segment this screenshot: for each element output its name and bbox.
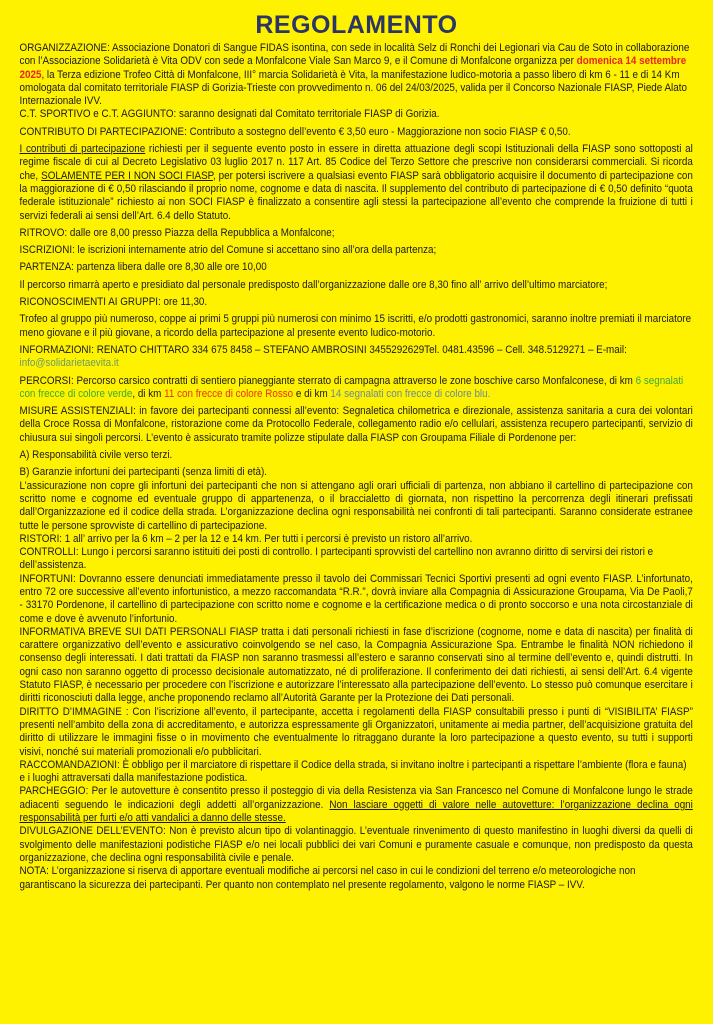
iscrizioni-label: ISCRIZIONI: xyxy=(19,244,75,257)
section-contributo xyxy=(20,126,693,139)
section-misure xyxy=(20,405,693,445)
section-parcheggio xyxy=(20,785,693,825)
infortuni-text: Dovranno essere denunciati immediatamente presso il tavolo dei Commissari Tecnici Sportivi presenti ad ogni evento FIASP. L’infortunato, entro 72 ore successive all’evento infortunistico, a mezzo raccomandata “R.R.”, dovrà inviare alla Compagnia di Assicurazione Groupama, Via De Paoli,7 - 33170 Pordenone, il cartellino di partecipazione con scritto nome e cognome e la certificazione medica o di pronto soccorso e una nota circostanziale di come e dove è avvenuto l’infortunio. xyxy=(19,572,693,625)
section-assicurazione: L’assicurazione non copre gli infortuni dei partecipanti che non si attengano agli orari ufficiali di partenza, non abbiano il cartellino di partecipazione con scritto nome e cognome ed eventuale gruppo di appartenenza, o il braccialetto di giornata, non rispettino la percorrenza degli itinerari prefissati dall’Organizzazione ed il codice della strada. L’organizzazione declina ogni responsabilità nei confronti di tali partecipanti. Saranno considerate estranee tutte le persone sprovviste di cartellino di partecipazione. xyxy=(19,479,693,532)
ritrovo-text: dalle ore 8,00 presso Piazza della Repubblica a Monfalcone; xyxy=(67,226,335,239)
section-informativa xyxy=(20,626,693,706)
nota-text: L’organizzazione si riserva di apportare eventuali modifiche ai percorsi nel caso in cui le condizioni del terreno e/o meteorologiche non garantiscano la sicurezza dei partecipanti. Per quanto non contemplato nel presente regolamento, valgono le norme FIASP – IVV. xyxy=(19,865,636,891)
iscrizioni-text: le iscrizioni internamente atrio del Comune si accettano sino all’ora della partenza; xyxy=(74,244,437,257)
infortuni-label: INFORTUNI: xyxy=(19,572,76,585)
section-riconoscimenti xyxy=(20,296,693,309)
section-ct xyxy=(20,108,693,121)
contributo-label: CONTRIBUTO DI PARTECIPAZIONE: xyxy=(19,125,187,138)
route-11km-red: 11 con frecce di colore Rosso xyxy=(164,387,294,400)
controlli-label: CONTROLLI: xyxy=(19,546,79,559)
percorsi-text-2: , di km xyxy=(132,387,165,400)
informazioni-label: INFORMAZIONI: xyxy=(19,343,94,356)
diritto-text: : Con l’iscrizione all’evento, il partecipante, accetta i regolamenti della FIASP consultabili presso i punti di “VISIBILITA’ FIASP” presenti nell’ambito della zona di accreditamento, e autorizza espressamente gli Organizzatori, unitamente ai media partner, dell’acquisizione gratuita del diritto di utilizzare le immagini fisse o in movimento che eventualmente lo ritraggano durante la loro partecipazione a questo evento, su tutti i supporti visivi, nonché sui materiali promozionali e/o pubblicitari. xyxy=(19,705,693,758)
percorsi-text-3: e di km xyxy=(293,387,331,400)
misure-item-b: B) Garanzie infortuni dei partecipanti (senza limiti di età). xyxy=(19,466,268,479)
section-controlli xyxy=(20,546,693,573)
riconoscimenti-label: RICONOSCIMENTI AI GRUPPI: xyxy=(19,296,161,309)
controlli-text: Lungo i percorsi saranno istituiti dei posti di controllo. I partecipanti sprovvisti del cartellino non avranno diritto di servirsi dei ristori e dell’assistenza. xyxy=(19,546,654,572)
informativa-label: INFORMATIVA BREVE SUI DATI PERSONALI FIASP xyxy=(19,625,258,638)
non-soci-underlined: SOLAMENTE PER I NON SOCI FIASP xyxy=(41,169,213,182)
route-6km-green: 6 segnalati con frecce di colore verde xyxy=(19,374,684,400)
divulgazione-text: Non è previsto alcun tipo di volantinaggio. L’eventuale rinvenimento di questo manifestino in luoghi diversi da quelli di svolgimento delle manifestazioni podistiche FIASP e/o nei locali pubblici dei vari Comuni e puramente casuale e comunque, non predisposto da questa organizzazione, che declina ogni responsabilità civile e penale. xyxy=(19,825,693,864)
section-organizzazione xyxy=(20,42,693,108)
misure-label: MISURE ASSISTENZIALI: xyxy=(19,405,136,418)
section-diritto-immagine xyxy=(20,706,693,759)
parcheggio-text: Per le autovetture è consentito presso il posteggio di via della Resistenza via San Francesco nel Comune di Monfalcone lungo le strade adiacenti seguendo le indicazioni degli addetti all’organizzazione. xyxy=(19,785,693,811)
diritto-label: DIRITTO D’IMMAGINE xyxy=(19,705,122,718)
informativa-text: tratta i dati personali richiesti in fase d’iscrizione (cognome, nome e data di nascita) per finalità di carattere organizzativo dell’evento e assicurativo coinvolgendo se nel caso, la Compagnia Assicurazione Spa. Entrambe le finalità NON richiedono il consenso degli interessati. I dati trattati da FIASP non saranno trasmessi all’estero e saranno conservati sino al termine dell’evento e, quindi distrutti. In ogni caso non saranno oggetto di processo decisionale automatizzato, né di proliferazione. Il conferimento dei dati richiesti, ai sensi dell’Art. 6.4 vigente Statuto FIASP, è necessario per procedere con l’iscrizione e autorizzare l’interessato alla partecipazione dell’evento. Lo stesso può comunque esercitare i diritti riconosciuti dalla legge, anche proponendo reclamo all’Autorità Garante per la Protezione dei Dati personali. xyxy=(19,625,693,705)
organizzazione-label: ORGANIZZAZIONE: xyxy=(19,42,110,54)
page-title: REGOLAMENTO xyxy=(255,11,458,39)
section-raccomandazioni xyxy=(20,759,693,786)
document-body xyxy=(0,40,712,892)
route-14km-blue: 14 segnalati con frecce di colore blu. xyxy=(330,387,491,400)
event-date: domenica 14 settembre 2025 xyxy=(19,55,687,81)
parcheggio-warning: Non lasciare oggetti di valore nelle autovetture: l’organizzazione declina ogni responsabilità per furti e/o atti vandalici a danno delle stesse. xyxy=(19,798,693,825)
section-divulgazione xyxy=(20,825,693,865)
contributi-underlined: I contributi di partecipazione xyxy=(19,143,146,156)
percorsi-text: Percorso carsico contratti di sentiero pianeggiante sterrato di campagna attraverso le zone boschive carso Monfalconese, di km xyxy=(73,374,636,387)
section-infortuni xyxy=(20,573,693,626)
section-contributi-info xyxy=(20,143,693,223)
ritrovo-label: RITROVO: xyxy=(19,226,68,239)
ct-text: saranno designati dal Comitato territoriale FIASP di Gorizia. xyxy=(176,108,440,121)
partenza-text: partenza libera dalle ore 8,30 alle ore 10,00 xyxy=(73,261,267,274)
raccomandazioni-text: È obbligo per il marciatore di rispettare il Codice della strada, si invitano inoltre i partecipanti a rispettare l’ambiente (flora e fauna) e i luoghi attraversati dalla manifestazione podistica. xyxy=(19,758,687,785)
section-trofeo: Trofeo al gruppo più numeroso, coppe ai primi 5 gruppi più numerosi con minimo 15 iscritti, e/o prodotti gastronomici, saranno inoltre premiati il marciatore meno giovane e il più giovane, a ricordo della partecipazione al presente evento ludico-motorio. xyxy=(19,313,692,339)
section-percorso-aperto: Il percorso rimarrà aperto e presidiato dal personale predisposto dall’organizzazione dalle ore 8,30 fino all’ arrivo dell’ultimo marciatore; xyxy=(19,278,608,291)
ristori-label: RISTORI: xyxy=(19,532,63,545)
nota-label: NOTA: xyxy=(19,865,49,878)
organizzazione-text-2: , la Terza edizione Trofeo Città di Monfalcone, III° marcia Solidarietà è Vita, la manifestazione ludico-motoria a passo libero di km 6 - 11 e di 14 Km omologata dal comitato territoriale FIASP di Gorizia-Trieste con provvedimento n. 06 del 24/03/2025, valida per il Concorso Nazionale FIASP, Piede Alato Internazionale IVV. xyxy=(19,68,687,108)
informazioni-text: RENATO CHITTARO 334 675 8458 – STEFANO AMBROSINI 3455292629Tel. 0481.43596 – Cell. 348.5129271 – E-mail: xyxy=(93,343,627,356)
parcheggio-label: PARCHEGGIO: xyxy=(19,785,89,798)
contributi-text-2: , per potersi iscrivere a qualsiasi evento FIASP sarà obbligatorio acquisire il documento di partecipazione con la maggiorazione di € 0,50 rilasciando il proprio nome, cognome e data di nascita. Il supplemento del contributo di partecipazione di € 0,50 definito “quota federale istituzionale” richiesto ai non SOCI FIASP è finalizzato a consentire agli stessi la partecipazione all’evento che comprende la fruizione di tutti i servizi federali ai sensi dell’Art. 6.4 dello Statuto. xyxy=(19,169,693,222)
riconoscimenti-text: ore 11,30. xyxy=(160,296,208,309)
organizzazione-text: Associazione Donatori di Sangue FIDAS isontina, con sede in località Selz di Ronchi dei Legionari via Cau de Soto in collaborazione con l’Associazione Solidarietà è Vita ODV con sede a Monfalcone Viale San Marco 9, e il Comune di Monfalcone organizza per xyxy=(19,42,690,68)
section-ristori xyxy=(20,533,693,546)
contributi-text: richiesti per il seguente evento posto in essere in diretta attuazione degli scopi Istituzionali della FIASP sono sottoposti al regime fiscale di cui al Decreto Legislativo 03 luglio 2017 n. 117 Art. 85 Codice del Terzo Settore che prescrive non considerarsi commerciali. Si ricorda che, xyxy=(19,143,693,182)
misure-text: in favore dei partecipanti connessi all’evento: Segnaletica chilometrica e direzionale, assistenza sanitaria a cura dei volontari della Croce Rossa di Monfalcone, ristorazione come da Protocollo Federale, collegamento radio e/o cellulari, assistenza recupero partecipanti, servizio di chiusura sui singoli percorsi. L’evento è assicurato tramite polizze stipulate dalla FIASP con Groupama Filiale di Pordenone per: xyxy=(19,405,693,444)
divulgazione-label: DIVULGAZIONE DELL’EVENTO: xyxy=(19,825,166,838)
ct-label: C.T. SPORTIVO e C.T. AGGIUNTO: xyxy=(19,108,177,121)
section-nota xyxy=(20,865,693,892)
email-link[interactable]: info@solidarietaevita.it xyxy=(19,357,119,370)
section-iscrizioni xyxy=(20,244,693,257)
section-informazioni xyxy=(20,344,693,371)
raccomandazioni-label: RACCOMANDAZIONI: xyxy=(19,758,120,771)
misure-item-a: A) Responsabilità civile verso terzi. xyxy=(19,449,173,462)
percorsi-label: PERCORSI: xyxy=(19,374,74,387)
contributo-text: Contributo a sostegno dell’evento € 3,50 euro - Maggiorazione non socio FIASP € 0,50. xyxy=(186,125,571,138)
section-partenza xyxy=(20,261,693,274)
ristori-text: 1 all’ arrivo per la 6 km – 2 per la 12 e 14 km. Per tutti i percorsi è previsto un ristoro all’arrivo. xyxy=(62,532,473,545)
section-percorsi xyxy=(20,375,693,402)
section-ritrovo xyxy=(20,227,693,240)
partenza-label: PARTENZA: xyxy=(19,261,74,274)
